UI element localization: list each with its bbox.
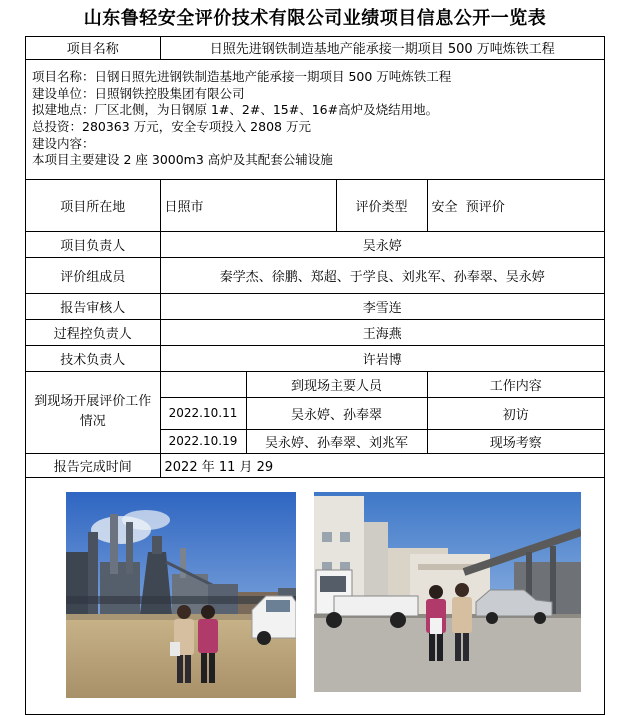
info-table [26, 37, 604, 478]
summary-line: 拟建地点：厂区北侧，为日钢原 1#、2#、15#、16#高炉及烧结用地。 [32, 102, 439, 118]
report-reviewer-value: 李雪连 [160, 293, 604, 319]
row-technical-leader [26, 345, 604, 371]
project-name-label: 项目名称 [26, 37, 160, 59]
summary-line: 本项目主要建设 2 座 3000m3 高炉及其配套公辅设施 [32, 152, 333, 168]
row-summary [26, 59, 604, 179]
row-team-members [26, 257, 604, 293]
site-photo-blast-furnace [66, 492, 296, 698]
completion-value: 2022 年 11 月 29 [160, 453, 604, 477]
row-report-reviewer [26, 293, 604, 319]
summary-line: 建设单位：日照钢铁控股集团有限公司 [32, 85, 245, 101]
team-members-value: 秦学杰、徐鹏、郑超、于学良、刘兆军、孙奉翠、吴永婷 [160, 257, 604, 293]
visit-date: 2022.10.19 [160, 429, 246, 453]
project-name-value: 日照先进钢铁制造基地产能承接一期项目 500 万吨炼铁工程 [160, 37, 604, 59]
eval-type-label: 评价类型 [336, 179, 427, 231]
site-visit-label: 到现场开展评价工作情况 [26, 371, 160, 453]
site-visit-work-header: 工作内容 [427, 371, 604, 397]
technical-leader-value: 许岩博 [160, 345, 604, 371]
site-visit-date-header [160, 371, 246, 397]
site-visit-people-header: 到现场主要人员 [246, 371, 427, 397]
project-leader-value: 吴永婷 [160, 231, 604, 257]
row-project-name [26, 37, 604, 59]
report-reviewer-label: 报告审核人 [26, 293, 160, 319]
visit-work: 初访 [427, 397, 604, 429]
location-label: 项目所在地 [26, 179, 160, 231]
visit-people: 吴永婷、孙奉翠、刘兆军 [246, 429, 427, 453]
process-controller-label: 过程控负责人 [26, 319, 160, 345]
page-title: 山东鲁轻安全评价技术有限公司业绩项目信息公开一览表 [83, 8, 547, 29]
visit-work: 现场考察 [427, 429, 604, 453]
eval-type-value: 安全 预评价 [427, 179, 604, 231]
info-sheet [25, 36, 605, 715]
site-photo-factory [314, 492, 581, 692]
row-site-visit-header [26, 371, 604, 397]
row-completion [26, 453, 604, 477]
team-members-label: 评价组成员 [26, 257, 160, 293]
summary-line: 建设内容： [32, 135, 95, 151]
row-location [26, 179, 604, 231]
process-controller-value: 王海燕 [160, 319, 604, 345]
summary-line: 项目名称：日钢日照先进钢铁制造基地产能承接一期项目 500 万吨炼铁工程 [32, 69, 452, 85]
site-photos [26, 492, 604, 714]
location-value: 日照市 [160, 179, 336, 231]
visit-people: 吴永婷、孙奉翠 [246, 397, 427, 429]
project-leader-label: 项目负责人 [26, 231, 160, 257]
project-summary [26, 59, 604, 179]
row-process-controller [26, 319, 604, 345]
row-project-leader [26, 231, 604, 257]
summary-line: 总投资：280363 万元，安全专项投入 2808 万元 [32, 119, 311, 134]
technical-leader-label: 技术负责人 [26, 345, 160, 371]
visit-date: 2022.10.11 [160, 397, 246, 429]
completion-label: 报告完成时间 [26, 453, 160, 477]
